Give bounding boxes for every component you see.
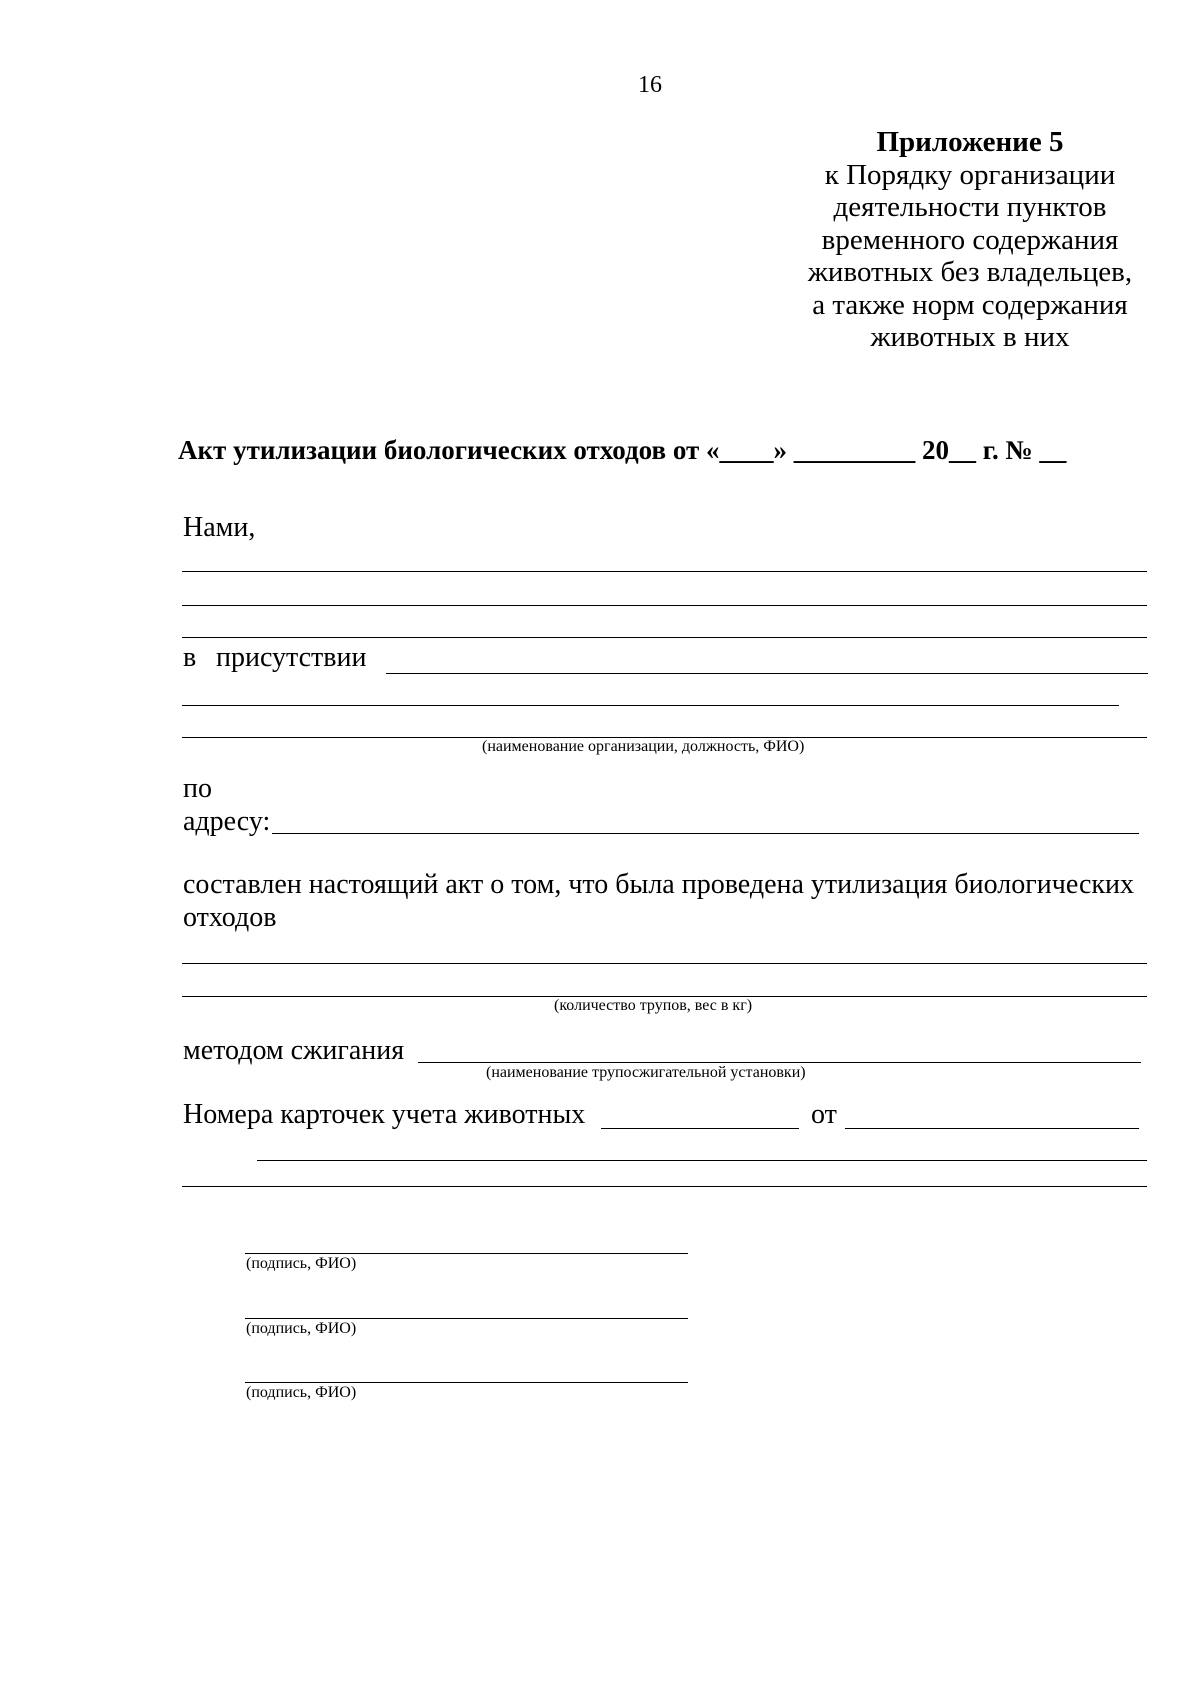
page-number: 16 — [638, 72, 662, 98]
appendix-header — [760, 126, 1180, 354]
address-label-line2: адресу: — [183, 806, 271, 837]
presence-line-1[interactable] — [386, 673, 1148, 674]
cards-number-line[interactable] — [601, 1128, 799, 1129]
method-label: методом сжигания — [183, 1035, 405, 1066]
appendix-line: животных в них — [870, 321, 1070, 353]
statement-line-2: отходов — [183, 902, 277, 933]
appendix-line: деятельности пунктов — [833, 191, 1107, 223]
signature-line-2[interactable] — [245, 1318, 688, 1319]
cards-label: Номера карточек учета животных — [183, 1099, 586, 1130]
signature-caption-1: (подпись, ФИО) — [246, 1255, 357, 1272]
appendix-line: животных без владельцев, — [807, 256, 1133, 288]
presence-line-2[interactable] — [182, 705, 1119, 706]
signature-line-3[interactable] — [245, 1382, 688, 1383]
act-title: Акт утилизации биологических отходов от «____» _________ 20__ г. № __ — [178, 435, 1067, 465]
appendix-line: к Порядку организации — [824, 158, 1116, 191]
signature-line-1[interactable] — [245, 1253, 688, 1254]
quantity-caption: (количество трупов, вес в кг) — [554, 997, 753, 1014]
appendix-line: а также норм содержания — [812, 288, 1128, 321]
nami-line-1[interactable] — [182, 571, 1147, 572]
nami-line-3[interactable] — [182, 637, 1147, 638]
presence-caption: (наименование организации, должность, ФИО) — [482, 738, 805, 755]
cards-date-line[interactable] — [845, 1128, 1139, 1129]
cards-extra-line-1[interactable] — [257, 1160, 1147, 1161]
address-label-line1: по — [183, 773, 212, 804]
signature-caption-2: (подпись, ФИО) — [246, 1320, 357, 1337]
method-line[interactable] — [418, 1062, 1141, 1063]
cards-from-label: от — [811, 1099, 837, 1130]
address-line[interactable] — [272, 833, 1139, 834]
nami-label: Нами, — [183, 512, 256, 543]
signature-caption-3: (подпись, ФИО) — [246, 1384, 357, 1401]
appendix-line: временного содержания — [821, 223, 1119, 256]
presence-prefix: в — [183, 642, 197, 673]
nami-line-2[interactable] — [182, 605, 1147, 606]
presence-label: присутствии — [216, 642, 367, 673]
appendix-heading: Приложение 5 — [876, 126, 1064, 158]
statement-line-1: составлен настоящий акт о том, что была проведена утилизация биологических — [183, 869, 1134, 900]
method-caption: (наименование трупосжигательной установки) — [486, 1064, 806, 1081]
quantity-line-1[interactable] — [182, 963, 1147, 964]
cards-extra-line-2[interactable] — [182, 1186, 1147, 1187]
